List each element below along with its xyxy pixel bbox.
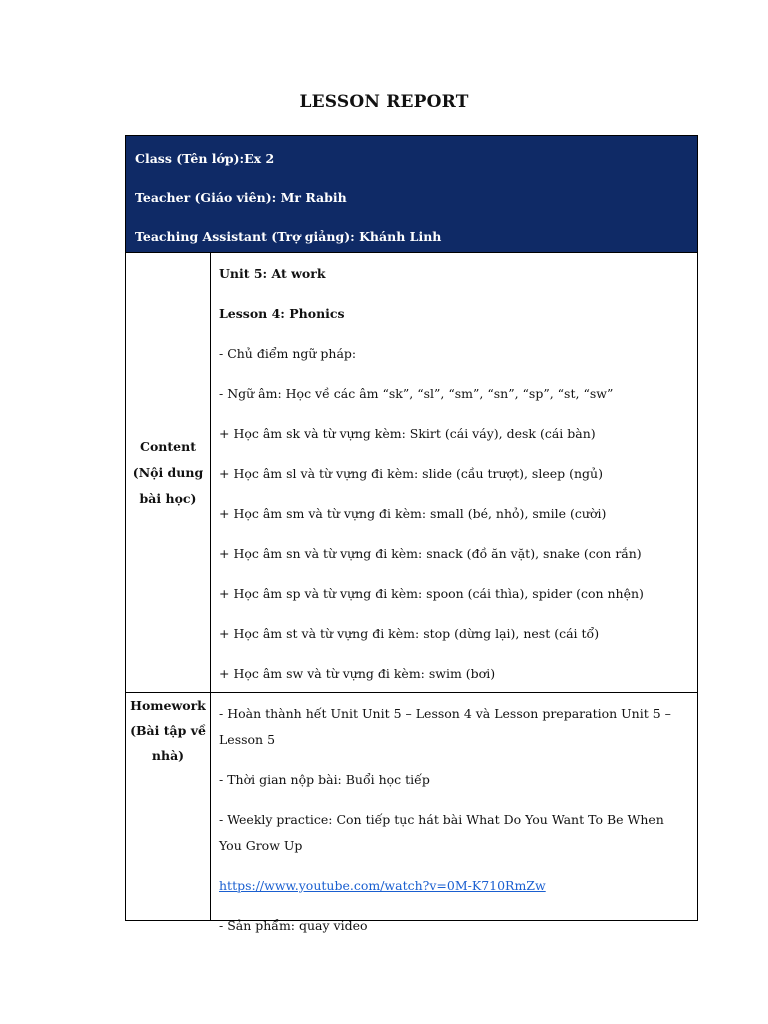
teacher-info: Teacher (Giáo viên): Mr Rabih xyxy=(135,190,347,205)
youtube-link[interactable]: https://www.youtube.com/watch?v=0M-K710RmZw xyxy=(219,878,546,893)
homework-line: - Thời gian nộp bài: Buổi học tiếp xyxy=(219,772,430,787)
content-label-line: (Nội dung xyxy=(132,464,204,480)
content-line: - Ngữ âm: Học về các âm “sk”, “sl”, “sm”, “sn”, “sp”, “st, “sw” xyxy=(219,386,614,401)
homework-label-line: nhà) xyxy=(151,748,185,763)
content-line: + Học âm sl và từ vựng đi kèm: slide (cầu trượt), sleep (ngủ) xyxy=(219,466,603,481)
homework-label xyxy=(126,693,211,920)
content-line: - Chủ điểm ngữ pháp: xyxy=(219,346,357,361)
content-label xyxy=(126,253,211,692)
content-line: + Học âm sw và từ vựng đi kèm: swim (bơi) xyxy=(219,666,496,681)
content-label-line: Content xyxy=(140,438,196,454)
homework-line: - Weekly practice: Con tiếp tục hát bài What Do You Want To Be When You Grow Up xyxy=(219,812,664,853)
content-line: + Học âm sk và từ vựng kèm: Skirt (cái váy), desk (cái bàn) xyxy=(219,426,596,441)
content-line: + Học âm st và từ vựng đi kèm: stop (dừng lại), nest (cái tổ) xyxy=(219,626,600,641)
report-title: LESSON REPORT xyxy=(299,92,469,112)
homework-label-line: (Bài tập về xyxy=(130,723,206,738)
homework-line: - Sản phẩm: quay video xyxy=(219,918,368,933)
content-label-line: bài học) xyxy=(139,490,197,506)
homework-label-line: Homework xyxy=(130,698,206,713)
content-body xyxy=(211,253,697,692)
homework-body xyxy=(211,693,697,933)
table-header xyxy=(126,136,697,253)
content-line: + Học âm sm và từ vựng đi kèm: small (bé, nhỏ), smile (cười) xyxy=(219,506,607,521)
homework-line: - Hoàn thành hết Unit Unit 5 – Lesson 4 và Lesson preparation Unit 5 – Lesson 5 xyxy=(219,706,671,747)
content-line: + Học âm sn và từ vựng đi kèm: snack (đồ ăn vặt), snake (con rắn) xyxy=(219,546,642,561)
lesson-title: Lesson 4: Phonics xyxy=(219,306,345,321)
lesson-report-table xyxy=(125,135,698,933)
unit-title: Unit 5: At work xyxy=(219,266,326,281)
content-row xyxy=(126,253,697,693)
assistant-info: Teaching Assistant (Trợ giảng): Khánh Linh xyxy=(135,229,442,244)
content-line: + Học âm sp và từ vựng đi kèm: spoon (cái thìa), spider (con nhện) xyxy=(219,586,644,601)
class-info: Class (Tên lớp):Ex 2 xyxy=(135,151,275,166)
homework-row xyxy=(126,693,697,933)
